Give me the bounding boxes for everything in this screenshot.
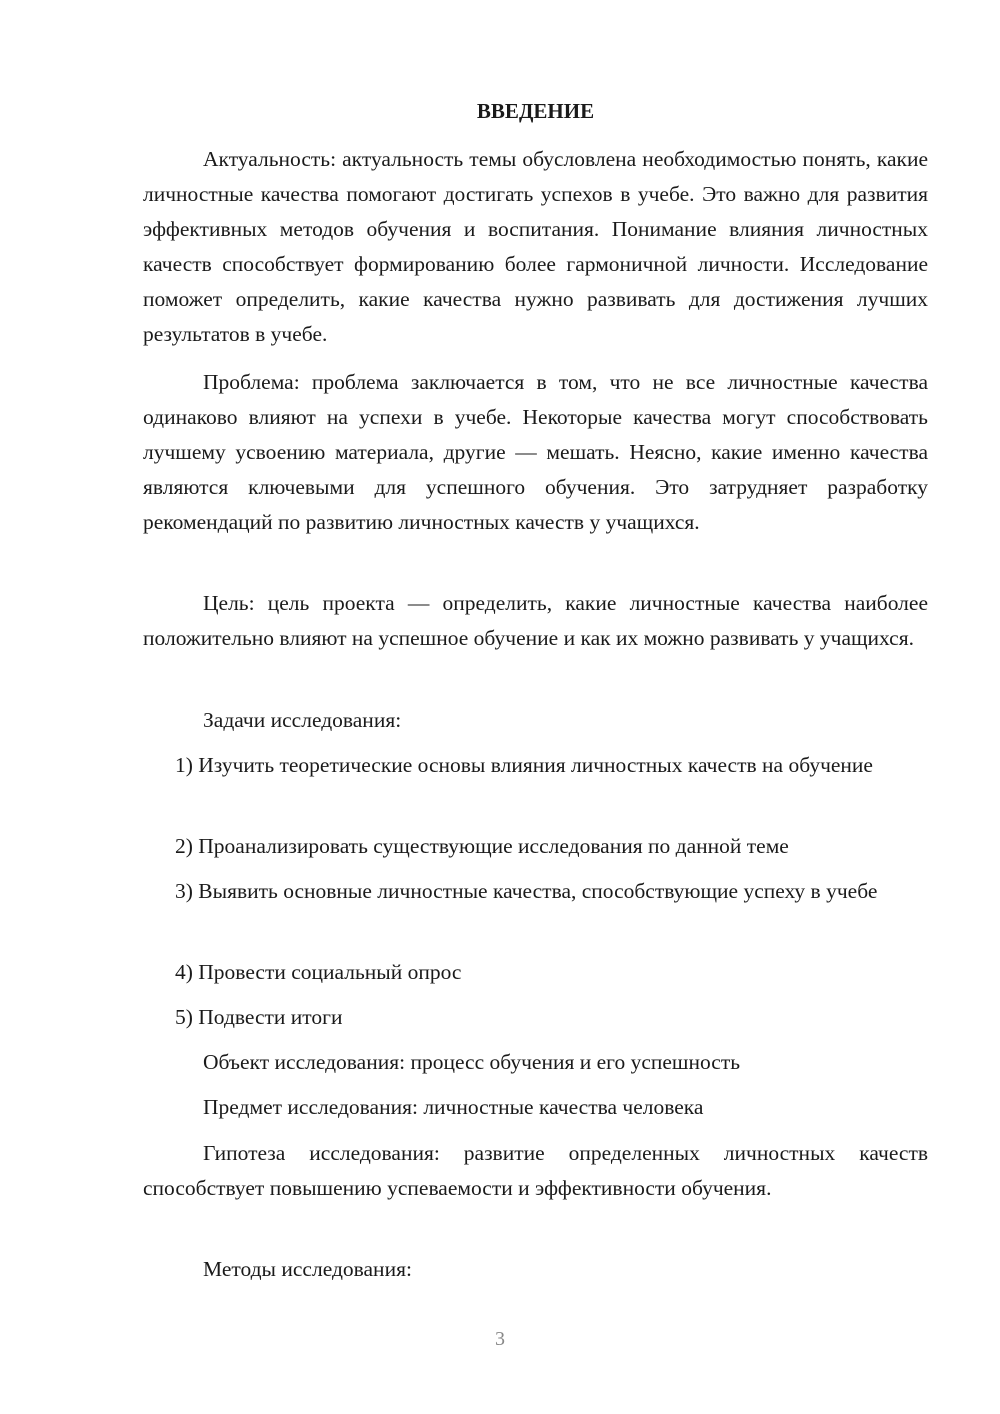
section-title: ВВЕДЕНИЕ — [476, 99, 595, 123]
hypothesis-paragraph: Гипотеза исследования: развитие определенных личностных качеств способствует повышению успеваемости и эффективности обучения. — [143, 1141, 928, 1200]
relevance-paragraph: Актуальность: актуальность темы обусловлена необходимостью понять, какие личностные качества помогают достигать успехов в учебе. Это важно для развития эффективных методов обучения и воспитания. Понимание влияния личностных качеств способствует формированию более гармоничной личности. Исследование поможет определить, какие качества нужно развивать для достижения лучших результатов в учебе. — [143, 147, 928, 346]
task-item-2: 2) Проанализировать существующие исследования по данной теме — [175, 834, 789, 858]
task-item-4: 4) Провести социальный опрос — [175, 960, 462, 984]
task-item-3: 3) Выявить основные личностные качества, способствующие успеху в учебе — [175, 879, 878, 903]
goal-paragraph: Цель: цель проекта — определить, какие личностные качества наиболее положительно влияют на успешное обучение и как их можно развивать у учащихся. — [143, 591, 928, 650]
task-item-5: 5) Подвести итоги — [175, 1005, 343, 1029]
methods-heading: Методы исследования: — [203, 1257, 412, 1281]
tasks-heading: Задачи исследования: — [203, 708, 402, 732]
task-item-1: 1) Изучить теоретические основы влияния личностных качеств на обучение — [175, 753, 873, 777]
problem-paragraph: Проблема: проблема заключается в том, что не все личностные качества одинаково влияют на успехи в учебе. Некоторые качества могут способствовать лучшему усвоению материала, другие — мешать. Неясно, какие именно качества являются ключевыми для успешного обучения. Это затрудняет разработку рекомендаций по развитию личностных качеств у учащихся. — [143, 370, 928, 534]
subject-paragraph: Предмет исследования: личностные качества человека — [203, 1095, 704, 1119]
page-number: 3 — [495, 1328, 505, 1350]
object-paragraph: Объект исследования: процесс обучения и его успешность — [203, 1050, 741, 1074]
